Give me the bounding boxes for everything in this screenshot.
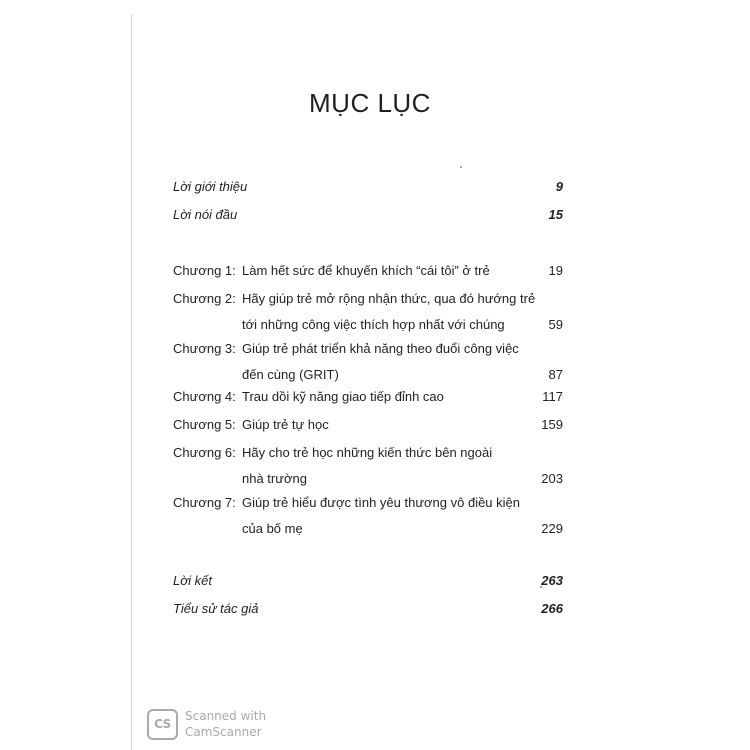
chapter-title <box>242 286 535 338</box>
chapter-title-line: Giúp trẻ tự học <box>242 417 329 432</box>
toc-entry-title: Lời giới thiệu <box>173 179 248 194</box>
chapter-title-line: Giúp trẻ phát triển khả năng theo đuổi công việc <box>242 341 519 356</box>
chapter-title-line: tới những công việc thích hợp nhất với chúng <box>242 317 505 332</box>
chapter-title-line: của bố mẹ <box>242 521 303 536</box>
camscanner-text-line2: CamScanner <box>185 725 262 739</box>
chapter-label: Chương 1: <box>173 263 236 278</box>
chapter-title-line: Hãy giúp trẻ mở rộng nhận thức, qua đó hướng trẻ <box>242 291 536 306</box>
chapter-page: 87 <box>548 367 563 382</box>
chapter-title <box>242 258 490 284</box>
toc-entry-page: 263 <box>541 573 563 588</box>
page-edge-line <box>131 14 132 750</box>
chapter-label: Chương 4: <box>173 389 236 404</box>
chapter-label: Chương 2: <box>173 291 236 306</box>
chapter-label: Chương 3: <box>173 341 236 356</box>
chapter-title-line: đến cùng (GRIT) <box>242 367 339 382</box>
scan-speck <box>460 166 462 168</box>
toc-entry-page: 266 <box>541 601 563 616</box>
toc-entry-title: Tiểu sử tác giả <box>173 601 259 616</box>
chapter-page: 203 <box>541 471 563 486</box>
chapter-title-line: nhà trường <box>242 471 307 486</box>
toc-chapter-4 <box>173 384 563 410</box>
chapter-label: Chương 5: <box>173 417 236 432</box>
toc-entry-page: 15 <box>548 207 563 222</box>
chapter-title <box>242 384 444 410</box>
camscanner-text-line1: Scanned with <box>185 709 267 723</box>
chapter-title-line: Làm hết sức để khuyến khích “cái tôi” ở trẻ <box>242 263 490 278</box>
toc-chapter-7 <box>173 490 563 542</box>
toc-chapter-2 <box>173 286 563 338</box>
chapter-title-line: Giúp trẻ hiểu được tình yêu thương vô điều kiện <box>242 495 521 510</box>
chapter-page: 229 <box>541 521 563 536</box>
chapter-label: Chương 6: <box>173 445 236 460</box>
camscanner-watermark <box>147 707 279 741</box>
chapter-page: 59 <box>548 317 563 332</box>
toc-chapter-1 <box>173 258 563 284</box>
camscanner-text <box>185 708 266 740</box>
chapter-title <box>242 490 520 542</box>
toc-chapter-6 <box>173 440 563 492</box>
chapter-page: 117 <box>542 389 563 404</box>
toc-entry-title: Lời nói đầu <box>173 207 238 222</box>
chapter-title <box>242 412 329 438</box>
chapter-title-line: Trau dồi kỹ năng giao tiếp đỉnh cao <box>242 389 444 404</box>
toc-chapter-3 <box>173 336 563 388</box>
chapter-page: 159 <box>541 417 563 432</box>
chapter-label: Chương 7: <box>173 495 236 510</box>
page-title: MỤC LỤC <box>309 88 431 118</box>
toc-chapter-5 <box>173 412 563 438</box>
toc-entry-page: 9 <box>555 179 563 194</box>
chapter-title-line: Hãy cho trẻ học những kiến thức bên ngoài <box>242 445 493 460</box>
chapter-title <box>242 336 519 388</box>
chapter-page: 19 <box>548 263 563 278</box>
camscanner-logo-icon: CS <box>147 709 178 740</box>
toc-entry-title: Lời kết <box>173 573 212 588</box>
chapter-title <box>242 440 492 492</box>
